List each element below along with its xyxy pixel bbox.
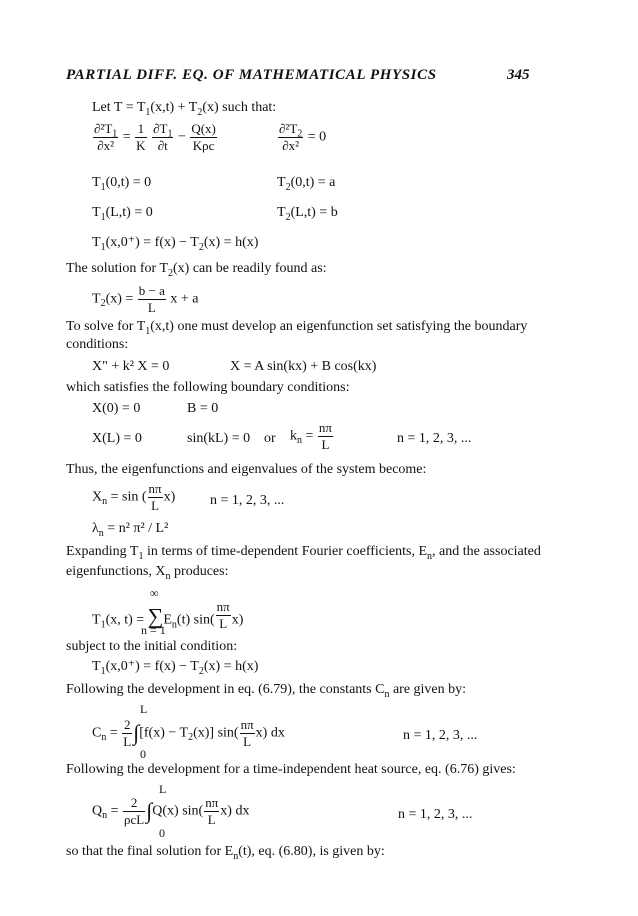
qn-eq: $Q_n$ = $\frac{2}{\text{ρcL}}$ ∫Q(x) sin( $\frac{n\pi}{L}$ x) dx (92, 795, 250, 827)
bc-x0: X(0) = 0 (92, 401, 141, 416)
solve-t1-text: To solve for $T_1(x,t)$ one must develop an eigenfunction set satisfying the boundary (66, 319, 528, 337)
lambda-eq: $\lambda_n = n^2$ π² / L² (92, 521, 169, 539)
t2-solution-eq: $T_2(x)$ = $\frac{b - a}{L}$ x + a (92, 283, 199, 315)
cn-eq: $C_n$ = $\frac{2}{L}$ $\int[f(x) - T_2(x)]$ sin( $\frac{n\pi}{L}$ x) dx (92, 717, 285, 749)
ic-t1: $T_1(x,0^+) = f(x) - T_2(x) = h(x)$ (92, 235, 259, 253)
bc-xl: X(L) = 0 (92, 431, 142, 446)
running-title: PARTIAL DIFF. EQ. OF MATHEMATICAL PHYSICS (66, 67, 437, 83)
xn-eq: $X_n = \sin$ ( $\frac{n\pi}{L}$ x) (92, 481, 176, 513)
following-679-text: Following the development in eq. (6.79), the constants $C_n$ are given by: (66, 682, 467, 700)
page-number: 345 (507, 67, 530, 83)
satisfies-text: which satisfies the following boundary conditions: (66, 380, 350, 395)
eigenfunctions-text: eigenfunctions, $X_n$ produces: (66, 564, 229, 582)
let-t-line: Let $T = T_1(x,t) + T_2(x)$ such that: (92, 100, 277, 118)
conditions-text: conditions: (66, 337, 129, 352)
following-676-text: Following the development for a time-independent heat source, eq. (6.76) gives: (66, 762, 516, 777)
qn-int-upper: L (159, 782, 167, 796)
expanding-text: Expanding $T_1$ in terms of time-dependent Fourier coefficients, $E_n$, and the associated (66, 544, 541, 562)
n-range-3: n = 1, 2, 3, ... (403, 728, 478, 743)
ode-eq: X" + k² X = 0 (92, 359, 170, 374)
bc-t1-0: $T_1(0,t) = 0$ (92, 175, 152, 193)
kn-eq: $k_n$ = $\frac{n\pi}{L}$ (290, 420, 332, 452)
sum-upper: ∞ (150, 586, 159, 600)
pde-t1: $\frac{\partial^2T_1}{\text{∂x²}}$ = $\frac{1}{K}$ $\frac{\partial T_1}{\partial t}$ − $\frac{Q(x)}{\text{Kρc}}$ (94, 121, 216, 153)
thus-text: Thus, the eigenfunctions and eigenvalues of the system become: (66, 462, 427, 477)
dt1-dt: $\frac{\partial T_1}{\partial t}$ (153, 121, 173, 153)
or-text: or (264, 431, 276, 446)
pde-t2: $\frac{\partial^2T_2}{\text{∂x²}}$ = 0 (279, 121, 327, 153)
subject-text: subject to the initial condition: (66, 639, 238, 654)
t2-solution-text: The solution for $T_2(x)$ can be readily found as: (66, 261, 327, 279)
cn-int-lower: 0 (140, 747, 146, 761)
n-range-1: n = 1, 2, 3, ... (397, 431, 472, 446)
series-eq: $T_1(x$, $t) = \sum E_n(t)$ sin( $\frac{n\pi}{L}$ x) (92, 599, 244, 631)
bc-b0: B = 0 (187, 401, 219, 416)
cn-int-upper: L (140, 702, 148, 716)
d2t2-dx2: $\frac{\partial^2T_2}{\text{∂x²}}$ (279, 121, 303, 153)
n-range-2: n = 1, 2, 3, ... (210, 493, 285, 508)
one-over-k: $\frac{1}{K}$ (136, 121, 146, 153)
q-over-kpc: $\frac{Q(x)}{\text{Kρc}}$ (191, 121, 216, 153)
n-range-4: n = 1, 2, 3, ... (398, 807, 473, 822)
d2t1-dx2: $\frac{\partial^2T_1}{\text{∂x²}}$ (94, 121, 118, 153)
bc-t2-0: $T_2(0,t) = a$ (277, 175, 336, 193)
ic2-eq: $T_1(x,0^+) = f(x) - T_2(x) = h(x)$ (92, 659, 259, 677)
ode-solution: X = A sin(kx) + B cos(kx) (230, 359, 377, 374)
bc-sin: sin(kL) = 0 (187, 431, 251, 446)
final-text: so that the final solution for $E_n(t)$, eq. (6.80), is given by: (66, 844, 385, 862)
qn-int-lower: 0 (159, 826, 165, 840)
sum-lower: n = 1 (141, 623, 166, 637)
bc-t2-l: $T_2(L,t) = b$ (277, 205, 338, 223)
bc-t1-l: $T_1(L,t) = 0$ (92, 205, 153, 223)
